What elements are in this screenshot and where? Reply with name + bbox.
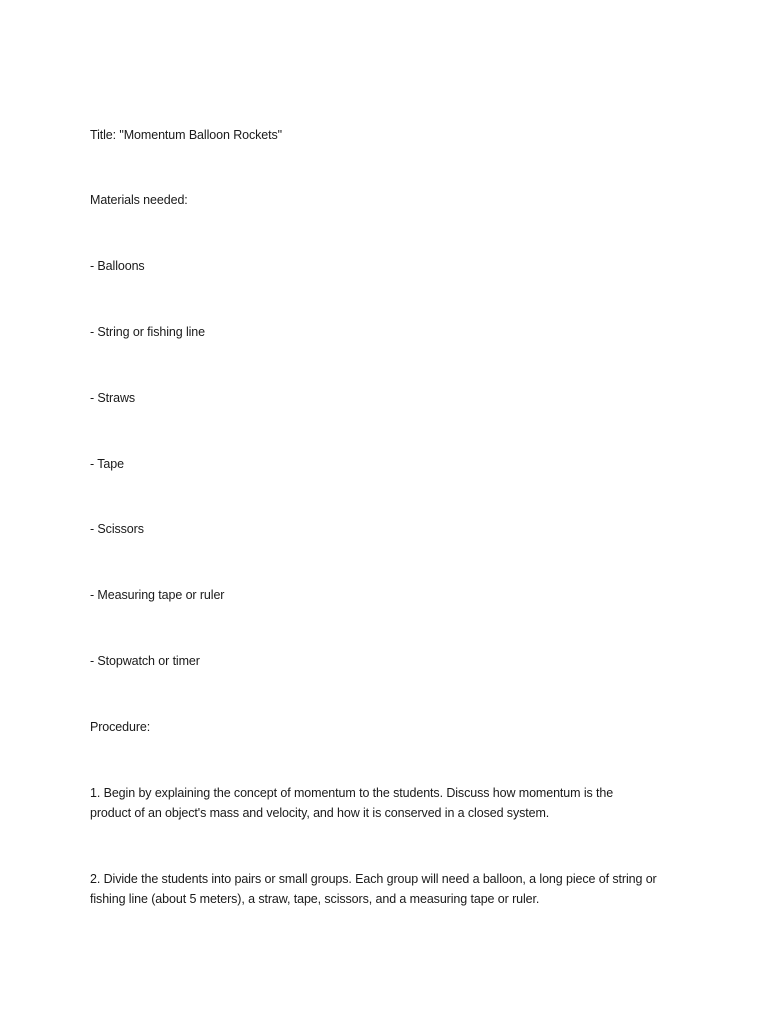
procedure-step-2 (90, 869, 690, 909)
materials-heading: Materials needed: (90, 193, 188, 207)
procedure-heading: Procedure: (90, 720, 151, 734)
material-item-stopwatch: - Stopwatch or timer (90, 654, 200, 668)
procedure-step-1-line-2: product of an object's mass and velocity, and how it is conserved in a closed system. (90, 806, 550, 820)
procedure-step-2-line-2: fishing line (about 5 meters), a straw, tape, scissors, and a measuring tape or ruler. (90, 892, 540, 906)
material-item-balloons: - Balloons (90, 259, 145, 273)
document-title: Title: "Momentum Balloon Rockets" (90, 128, 282, 142)
material-item-measuring-tape: - Measuring tape or ruler (90, 588, 225, 602)
procedure-step-1 (90, 783, 690, 823)
procedure-step-2-line-1: 2. Divide the students into pairs or small groups. Each group will need a balloon, a long piece of string or (90, 872, 657, 886)
material-item-tape: - Tape (90, 457, 124, 471)
material-item-scissors: - Scissors (90, 522, 144, 536)
material-item-straws: - Straws (90, 391, 136, 405)
material-item-string: - String or fishing line (90, 325, 206, 339)
procedure-step-1-line-1: 1. Begin by explaining the concept of momentum to the students. Discuss how momentum is the (90, 786, 614, 800)
